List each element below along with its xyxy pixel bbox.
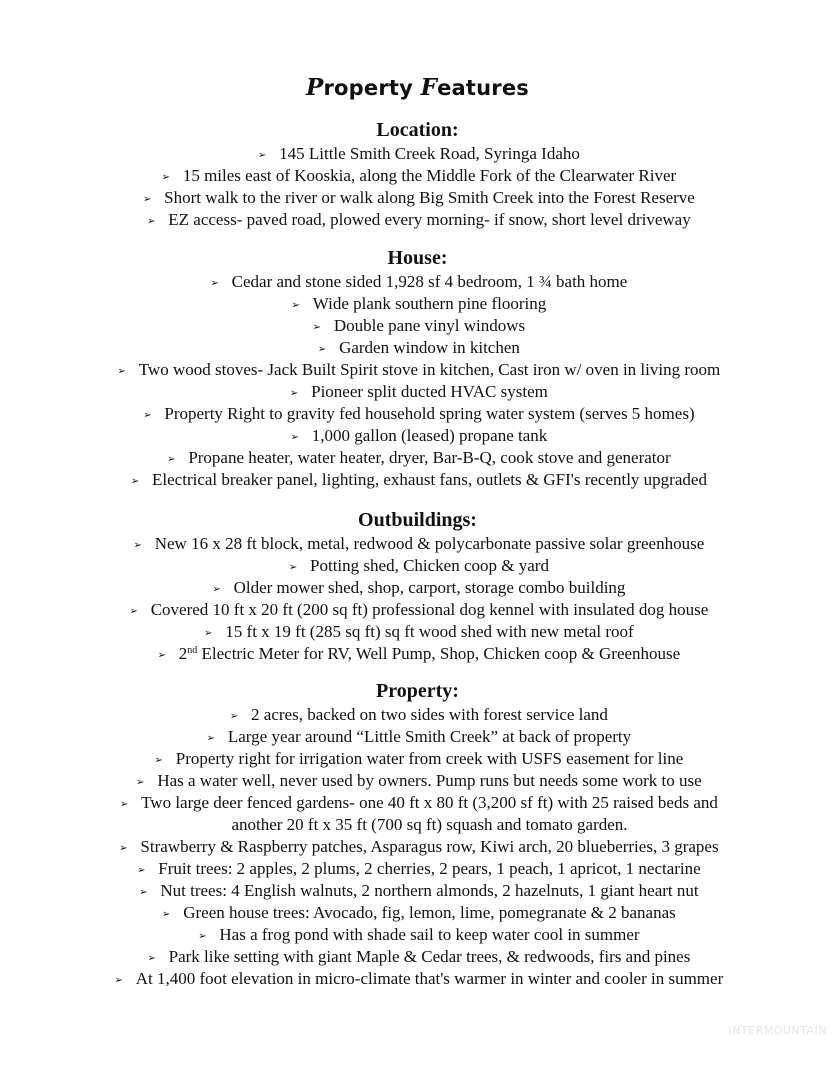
arrow-bullet-icon: ➢	[288, 562, 298, 573]
arrow-bullet-icon: ➢	[147, 953, 156, 964]
list-item	[0, 880, 835, 902]
list-item-text: At 1,400 foot elevation in micro-climate that's warmer in winter and cooler in summer	[135, 969, 724, 988]
list-item	[0, 469, 835, 491]
house-list	[0, 271, 835, 491]
list-item	[0, 315, 835, 337]
arrow-bullet-icon: ➢	[312, 322, 322, 333]
arrow-bullet-icon: ➢	[212, 584, 221, 595]
list-item	[0, 359, 835, 381]
arrow-bullet-icon: ➢	[157, 650, 166, 661]
location-section	[0, 117, 835, 231]
outbuildings-heading: Outbuildings:	[358, 509, 477, 531]
arrow-bullet-icon: ➢	[154, 755, 163, 766]
arrow-bullet-icon: ➢	[133, 540, 142, 551]
arrow-bullet-icon: ➢	[162, 909, 171, 920]
list-item-text: New 16 x 28 ft block, metal, redwood & polycarbonate passive solar greenhouse	[154, 534, 705, 553]
property-continuation-list	[0, 814, 835, 836]
meter-text: Electric Meter for RV, Well Pump, Shop, Chicken coop & Greenhouse	[197, 644, 681, 663]
arrow-bullet-icon: ➢	[206, 733, 216, 744]
arrow-bullet-icon: ➢	[147, 216, 156, 227]
property-heading: Property:	[376, 680, 459, 702]
list-item	[0, 946, 835, 968]
arrow-bullet-icon: ➢	[317, 344, 327, 355]
title-word-2: eatures	[437, 76, 529, 100]
list-item-text: Cedar and stone sided 1,928 sf 4 bedroom, 1 ¾ bath home	[231, 272, 628, 291]
list-item	[0, 533, 835, 555]
arrow-bullet-icon: ➢	[289, 388, 299, 399]
list-item	[0, 836, 835, 858]
list-item	[0, 726, 835, 748]
list-item	[0, 643, 835, 665]
arrow-bullet-icon: ➢	[257, 150, 267, 161]
list-item-text: Fruit trees: 2 apples, 2 plums, 2 cherries, 2 pears, 1 peach, 1 apricot, 1 nectarine	[158, 859, 701, 878]
list-item-text: Propane heater, water heater, dryer, Bar-B-Q, cook stove and generator	[188, 448, 671, 467]
list-item-text: Garden window in kitchen	[339, 338, 520, 357]
list-item	[0, 209, 835, 231]
arrow-bullet-icon: ➢	[290, 432, 299, 443]
list-item-text: Has a water well, never used by owners. Pump runs but needs some work to use	[157, 771, 702, 790]
list-item	[0, 770, 835, 792]
list-item-text: 2 acres, backed on two sides with forest service land	[251, 705, 608, 724]
list-item	[0, 748, 835, 770]
list-item-text: Property right for irrigation water from creek with USFS easement for line	[175, 749, 684, 768]
house-section	[0, 245, 835, 491]
location-list	[0, 143, 835, 231]
list-item-text: Double pane vinyl windows	[333, 316, 526, 335]
list-item-text: Strawberry & Raspberry patches, Asparagus row, Kiwi arch, 20 blueberries, 3 grapes	[140, 837, 719, 856]
list-item	[0, 271, 835, 293]
outbuildings-meter-list	[0, 643, 835, 665]
arrow-bullet-icon: ➢	[291, 300, 300, 311]
list-item-text: 15 miles east of Kooskia, along the Middle Fork of the Clearwater River	[182, 166, 677, 185]
list-item-text: 15 ft x 19 ft (285 sq ft) sq ft wood shed with new metal roof	[225, 622, 634, 641]
list-item	[0, 187, 835, 209]
list-item-text: Wide plank southern pine flooring	[312, 294, 547, 313]
title-word-1: roperty	[323, 76, 421, 100]
list-item-text: Short walk to the river or walk along Big Smith Creek into the Forest Reserve	[164, 188, 695, 207]
list-item	[0, 555, 835, 577]
arrow-bullet-icon: ➢	[198, 931, 207, 942]
meter-ordinal: nd	[187, 645, 198, 656]
location-heading: Location:	[376, 119, 459, 141]
list-item-text: Two large deer fenced gardens- one 40 ft x 80 ft (3,200 sf ft) with 25 raised beds and	[141, 793, 718, 812]
arrow-bullet-icon: ➢	[142, 194, 152, 205]
list-item-text: Nut trees: 4 English walnuts, 2 northern almonds, 2 hazelnuts, 1 giant heart nut	[160, 881, 699, 900]
list-item	[0, 704, 835, 726]
list-item-text: Older mower shed, shop, carport, storage combo building	[233, 578, 626, 597]
watermark-logo: INTERMOUNTAIN	[728, 1024, 827, 1037]
list-item	[0, 621, 835, 643]
arrow-bullet-icon: ➢	[136, 777, 145, 788]
list-item-text: Has a frog pond with shade sail to keep water cool in summer	[219, 925, 640, 944]
list-item-text: Potting shed, Chicken coop & yard	[310, 556, 549, 575]
outbuildings-section	[0, 507, 835, 665]
property-section	[0, 678, 835, 990]
list-item-text: Covered 10 ft x 20 ft (200 sq ft) professional dog kennel with insulated dog house	[150, 600, 709, 619]
list-item	[0, 858, 835, 880]
arrow-bullet-icon: ➢	[130, 476, 140, 487]
list-item-text: another 20 ft x 35 ft (700 sq ft) squash and tomato garden.	[231, 815, 628, 834]
arrow-bullet-icon: ➢	[139, 887, 148, 898]
list-item	[0, 968, 835, 990]
list-item-text: 1,000 gallon (leased) propane tank	[311, 426, 548, 445]
title-cap-f: F	[420, 74, 438, 101]
arrow-bullet-icon: ➢	[119, 843, 128, 854]
list-item-text: Green house trees: Avocado, fig, lemon, lime, pomegranate & 2 bananas	[183, 903, 676, 922]
outbuildings-list	[0, 533, 835, 643]
list-item-text: Electrical breaker panel, lighting, exhaust fans, outlets & GFI's recently upgraded	[152, 470, 707, 489]
arrow-bullet-icon: ➢	[210, 278, 219, 289]
arrow-bullet-icon: ➢	[143, 410, 152, 421]
list-item-text: Property Right to gravity fed household spring water system (serves 5 homes)	[164, 404, 695, 423]
meter-number: 2	[178, 644, 188, 663]
list-item	[0, 143, 835, 165]
arrow-bullet-icon: ➢	[167, 454, 176, 465]
list-item-text: EZ access- paved road, plowed every morning- if snow, short level driveway	[168, 210, 691, 229]
list-item	[0, 902, 835, 924]
house-heading: House:	[387, 247, 448, 269]
property-list-b	[0, 836, 835, 990]
list-item	[0, 293, 835, 315]
arrow-bullet-icon: ➢	[114, 975, 123, 986]
list-item-text: Park like setting with giant Maple & Cedar trees, & redwoods, firs and pines	[168, 947, 691, 966]
list-item	[0, 792, 835, 814]
title-cap-p: P	[306, 74, 324, 101]
list-item-text: Pioneer split ducted HVAC system	[311, 382, 548, 401]
arrow-bullet-icon: ➢	[161, 172, 170, 183]
arrow-bullet-icon: ➢	[129, 606, 138, 617]
arrow-bullet-icon: ➢	[229, 711, 239, 722]
list-item	[0, 337, 835, 359]
list-item	[0, 381, 835, 403]
list-item-text: 145 Little Smith Creek Road, Syringa Idaho	[279, 144, 580, 163]
list-item-text: Two wood stoves- Jack Built Spirit stove in kitchen, Cast iron w/ oven in living room	[138, 360, 721, 379]
list-item	[0, 403, 835, 425]
arrow-bullet-icon: ➢	[119, 799, 129, 810]
list-item	[0, 447, 835, 469]
list-item	[0, 165, 835, 187]
list-item	[0, 577, 835, 599]
property-list-a	[0, 704, 835, 814]
list-item	[0, 924, 835, 946]
arrow-bullet-icon: ➢	[204, 628, 213, 639]
list-item-continuation	[0, 814, 835, 836]
arrow-bullet-icon: ➢	[137, 865, 146, 876]
list-item	[0, 599, 835, 621]
list-item-text: Large year around “Little Smith Creek” at back of property	[227, 727, 632, 746]
arrow-bullet-icon: ➢	[117, 366, 126, 377]
page-title	[0, 74, 835, 101]
list-item	[0, 425, 835, 447]
